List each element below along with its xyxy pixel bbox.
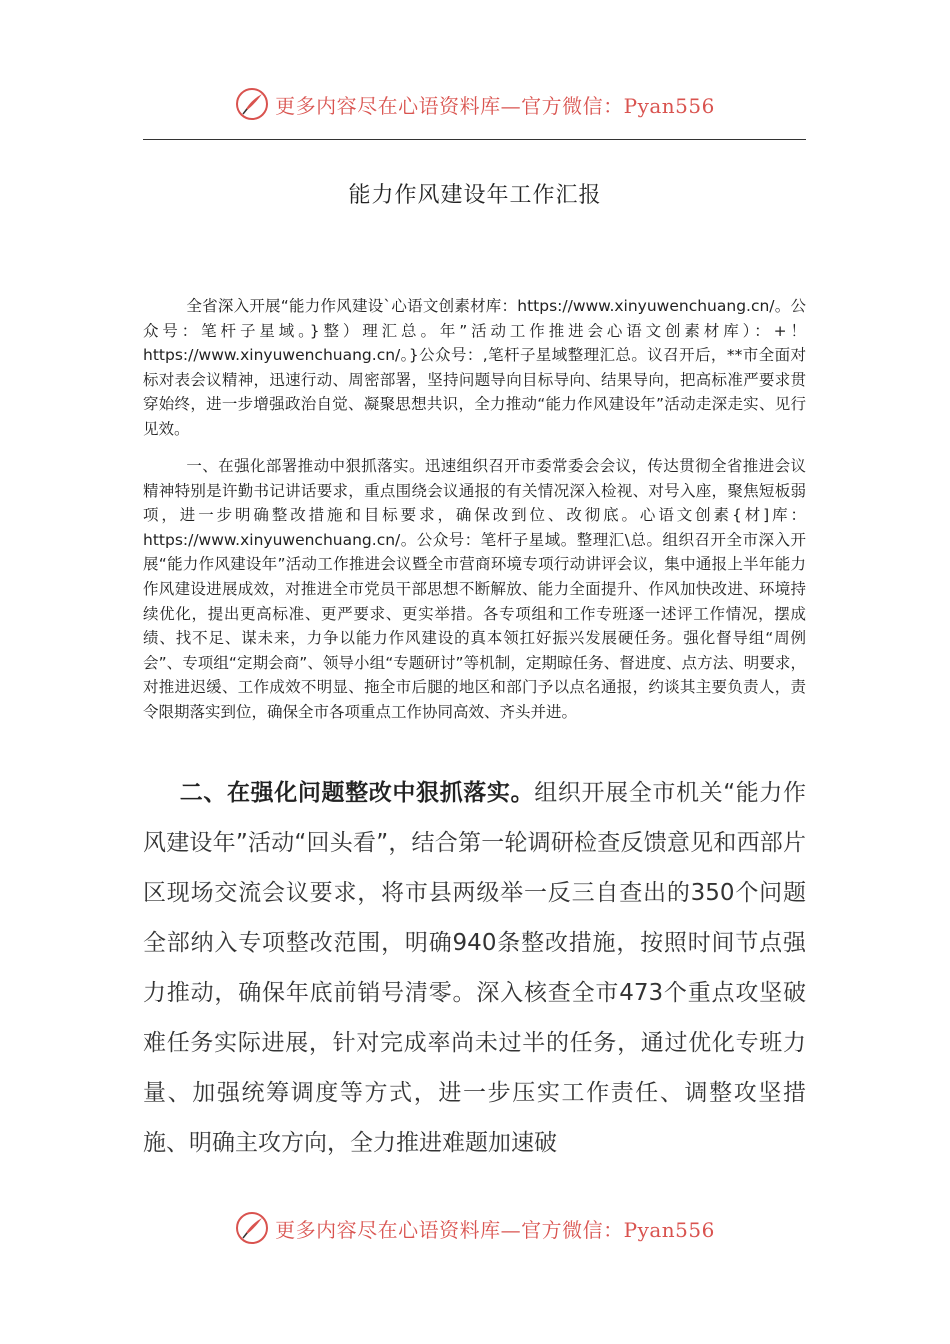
header-banner (0, 84, 950, 124)
quill-logo-icon (235, 87, 269, 121)
section-2-body: 组织开展全市机关“能力作风建设年”活动“回头看”，结合第一轮调研检查反馈意见和西部片区现场交流会议要求，将市县两级举一反三自查出的350个问题全部纳入专项整改范围，明确940条整改措施，按照时间节点强力推动，确保年底前销号清零。深入核查全市473个重点攻坚破难任务实际进展，针对完成率尚未过半的任务，通过优化专班力量、加强统筹调度等方式，进一步压实工作责任、调整攻坚措施、明确主攻方向，全力推进难题加速破 (143, 780, 807, 1156)
banner-text: 更多内容尽在心语资料库—官方微信：Pyan556 (275, 1217, 715, 1242)
banner-text: 更多内容尽在心语资料库—官方微信：Pyan556 (275, 93, 715, 118)
section-2-heading: 二、在强化问题整改中狠抓落实。 (179, 780, 535, 806)
intro-paragraph: 全省深入开展“能力作风建设`心语文创素材库：https://www.xinyuwenchuang.cn/。公众号：笔杆子星域。}整）理汇总。年”活动工作推进会心语文创素材库）：+！https://www.xinyuwenchuang.cn/。}公众号：,笔杆子星域整理汇总。议召开后，**市全面对标对表会议精神，迅速行动、周密部署，坚持问题导向目标导向、结果导向，把高标准严要求贯穿始终，进一步增强政治自觉、凝聚思想共识，全力推动“能力作风建设年”活动走深走实、见行见效。 (143, 297, 806, 438)
section-1-paragraph: 一、在强化部署推动中狠抓落实。迅速组织召开市委常委会会议，传达贯彻全省推进会议精神特别是许勤书记讲话要求，重点围绕会议通报的有关情况深入检视、对号入座，聚焦短板弱项，进一步明确整改措施和目标要求，确保改到位、改彻底。心语文创素{材]库：https://www.xinyuwenchuang.cn/。公众号：笔杆子星域。整理汇\总。组织召开全市深入开展“能力作风建设年”活动工作推进会议暨全市营商环境专项行动讲评会议，集中通报上半年能力作风建设进展成效，对推进全市党员干部思想不断解放、能力全面提升、作风加快改进、环境持续优化，提出更高标准、更严要求、更实举措。各专项组和工作专班逐一述评工作情况，摆成绩、找不足、谋未来，力争以能力作风建设的真本领扛好振兴发展硬任务。强化督导组“周例会”、专项组“定期会商”、领导小组“专题研讨”等机制，定期晾任务、督进度、点方法、明要求，对推进迟缓、工作成效不明显、拖全市后腿的地区和部门予以点名通报，约谈其主要负责人，责令限期落实到位，确保全市各项重点工作协同高效、齐头并进。 (143, 457, 806, 721)
section-2-paragraph (143, 768, 806, 1168)
page-title: 能力作风建设年工作汇报 (348, 183, 602, 208)
header-divider (143, 139, 806, 140)
footer-banner (0, 1208, 950, 1248)
quill-logo-icon (235, 1211, 269, 1245)
